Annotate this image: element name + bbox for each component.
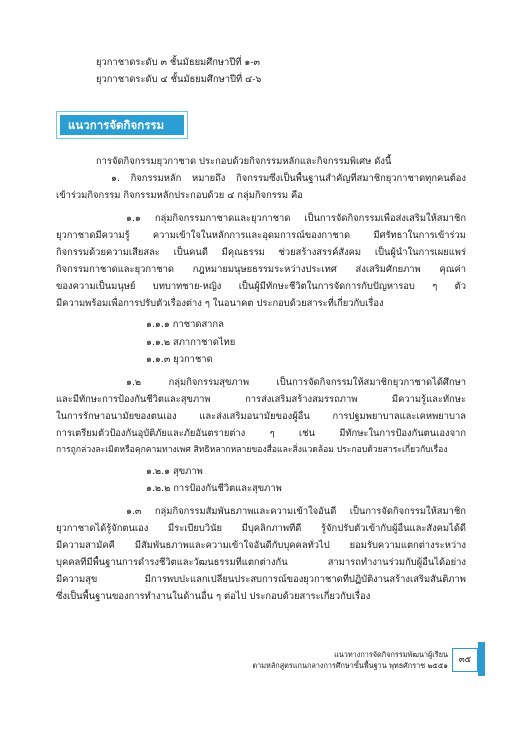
p11-line-6: มีความพร้อมเพื่อการปรับตัวเรื่องต่าง ๆ ในอนาคต ประกอบด้วยสาระที่เกี่ยวกับเรื่อง — [56, 298, 384, 309]
footer-subtitle: ตามหลักสูตรแกนกลางการศึกษาขั้นพื้นฐาน พุทธศักราช ๒๕๕๑ — [252, 661, 448, 670]
page-number: ๓๕ — [452, 648, 478, 672]
p13-line-2: ยุวกาชาดได้รู้จักตนเอง มีระเบียบวินัย มีบุคลิกภาพที่ดี รู้จักปรับตัวเข้ากับผู้อื่นและสังคมได้ดี — [56, 523, 466, 534]
p12-line-5: การถูกล่วงละเมิดหรือคุกคามทางเพศ สิทธิหลากหลายของสื่อและสิ่งแวดล้อม ประกอบด้วยสาระเกี่ยวกับเรื่อง — [56, 445, 448, 455]
sub-1-1-3: ๑.๑.๓ ยุวกาชาด — [146, 354, 213, 365]
p12-line-3: ในการรักษาอนามัยของตนเอง และส่งเสริมอนามัยของผู้อื่น การปฐมพยาบาลและเคหพยาบาล — [56, 411, 466, 422]
p11-line-3: กิจกรรมด้วยความเสียสละ เป็นคนดี มีคุณธรรม ช่วยสร้างสรรค์สังคม เป็นผู้นำในการเผยแพร่ — [56, 247, 466, 258]
p12-line-2: และมีทักษะการป้องกันชีวิตและสุขภาพ การส่งเสริมสร้างสมรรถภาพ มีความรู้และทักษะ — [56, 394, 466, 405]
section-heading: แนวการจัดกิจกรรม — [60, 115, 184, 135]
level-3-line: ยุวกาชาดระดับ ๓ ชั้นมัธยมศึกษาปีที่ ๑-๓ — [96, 57, 260, 68]
sub-1-1-2: ๑.๑.๒ สภากาชาดไทย — [146, 337, 236, 348]
p13-line-6: ซึ่งเป็นพื้นฐานของการทำงานในด้านอื่น ๆ ต่อไป ประกอบด้วยสาระเกี่ยวกับเรื่อง — [56, 591, 371, 602]
p12-line-1: ๑.๒ กลุ่มกิจกรรมสุขภาพ เป็นการจัดกิจกรรมให้สมาชิกยุวกาชาดได้ศึกษา — [126, 377, 466, 388]
p13-line-5: มีความสุข มีการพบปะแลกเปลี่ยนประสบการณ์ของยุวกาชาดที่ปฏิบัติงานสร้างเสริมสันติภาพ — [56, 574, 466, 585]
p11-line-2: ยุวกาชาดมีความรู้ ความเข้าใจในหลักการและอุดมการณ์ของกาชาด มีศรัทธาในการเข้าร่วม — [56, 230, 466, 241]
sub-1-2-2: ๑.๒.๒ การป้องกันชีวิตและสุขภาพ — [146, 483, 282, 494]
p1-line-2: เข้าร่วมกิจกรรม กิจกรรมหลักประกอบด้วย ๔ กลุ่มกิจกรรม คือ — [56, 190, 303, 201]
intro-line: การจัดกิจกรรมยุวกาชาด ประกอบด้วยกิจกรรมหลักและกิจกรรมพิเศษ ดังนี้ — [96, 156, 392, 167]
sub-1-2-1: ๑.๒.๑ สุขภาพ — [146, 466, 203, 477]
footer-corner-bar — [478, 642, 485, 676]
footer-title: แนวทางการจัดกิจกรรมพัฒนาผู้เรียน — [334, 650, 448, 659]
p12-line-4: การเตรียมตัวป้องกันอุบัติภัยและภัยอันตรายต่าง ๆ เช่น มีทักษะในการป้องกันตนเองจาก — [56, 428, 466, 439]
section-heading-box — [56, 111, 188, 139]
p13-line-3: มีความสามัคคี มีสัมพันธภาพและความเข้าใจอันดีกับบุคคลทั่วไป ยอมรับความแตกต่างระหว่าง — [56, 540, 466, 551]
p11-line-5: ของความเป็นมนุษย์ บทบาทชาย-หญิง เป็นผู้มีทักษะชีวิตในการจัดการกับปัญหารอบ ๆ ตัว — [56, 281, 466, 292]
p11-line-1: ๑.๑ กลุ่มกิจกรรมกาชาดและยุวกาชาด เป็นการจัดกิจกรรมเพื่อส่งเสริมให้สมาชิก — [126, 213, 466, 224]
sub-1-1-1: ๑.๑.๑ กาชาดสากล — [146, 319, 224, 330]
p11-line-4: กิจกรรมกาชาดและยุวกาชาด กฎหมายมนุษยธรรมระหว่างประเทศ ส่งเสริมศักยภาพ คุณค่า — [56, 264, 466, 275]
p1-line-1: ๑. กิจกรรมหลัก หมายถึง กิจกรรมซึ่งเป็นพื้นฐานสำคัญที่สมาชิกยุวกาชาดทุกคนต้อง — [111, 173, 466, 184]
p13-line-4: บุคคลที่มีพื้นฐานการดำรงชีวิตและวัฒนธรรมที่แตกต่างกัน สามารถทำงานร่วมกับผู้อื่นได้อย่าง — [56, 557, 466, 568]
p13-line-1: ๑.๓ กลุ่มกิจกรรมสัมพันธภาพและความเข้าใจอันดี เป็นการจัดกิจกรรมให้สมาชิก — [126, 506, 466, 517]
level-4-line: ยุวกาชาดระดับ ๔ ชั้นมัธยมศึกษาปีที่ ๔-๖ — [96, 74, 262, 85]
